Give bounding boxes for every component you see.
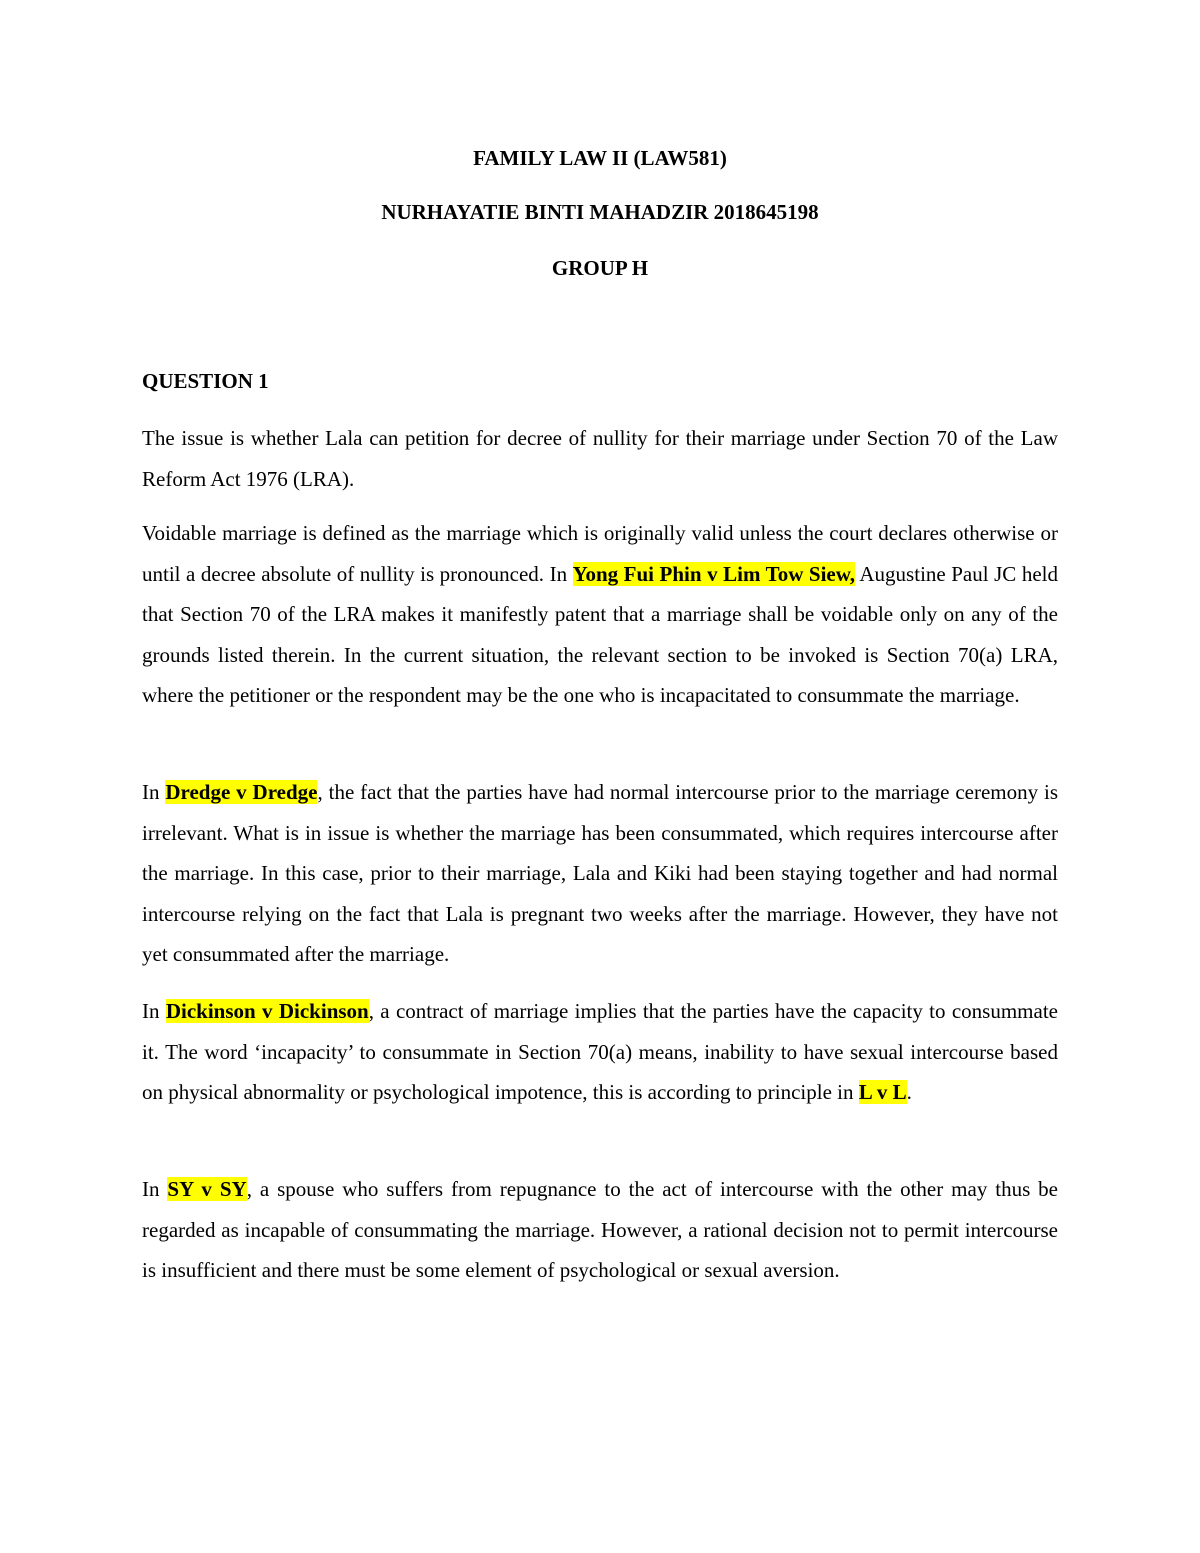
paragraph-text: , the fact that the parties have had normal intercourse prior to the marriage ceremony is irrelevant. What is in issue is whether the marriage has been consummated, which requires intercourse after the marriage. In this case, prior to their marriage, Lala and Kiki had been staying together and had normal intercourse relying on the fact that Lala is pregnant two weeks after the marriage. However, they have not yet consummated after the marriage. xyxy=(142,780,1059,966)
student-name-id: NURHAYATIE BINTI MAHADZIR 2018645198 xyxy=(381,200,819,224)
paragraph-voidable-marriage xyxy=(142,513,1058,716)
case-citation-highlight: SY v SY xyxy=(167,1177,247,1201)
group-label: GROUP H xyxy=(551,256,649,280)
paragraph-text: In xyxy=(142,999,166,1023)
course-title: FAMILY LAW II (LAW581) xyxy=(473,146,727,170)
paragraph-issue-text: The issue is whether Lala can petition for decree of nullity for their marriage under Section 70 of the Law Reform Act 1976 (LRA). xyxy=(142,426,1058,491)
paragraph-text: In xyxy=(142,1177,168,1201)
paragraph-sy xyxy=(142,1169,1058,1291)
paragraph-text: Augustine Paul JC held that Section 70 of the LRA makes it manifestly patent that a marriage shall be voidable only on any of the grounds listed therein. In the current situation, the relevant section to be invoked is Section 70(a) LRA, where the petitioner or the respondent may be the one who is incapacitated to consummate the marriage. xyxy=(142,561,1058,707)
question-heading: QUESTION 1 xyxy=(142,369,269,393)
case-citation-highlight: L v L xyxy=(858,1080,907,1104)
paragraph-dickinson xyxy=(142,991,1058,1113)
paragraph-text: . xyxy=(906,1080,912,1104)
paragraph-issue xyxy=(142,418,1058,499)
case-citation-highlight: Yong Fui Phin v Lim Tow Siew, xyxy=(572,561,856,586)
case-citation-highlight: Dredge v Dredge xyxy=(165,780,318,804)
paragraph-text: In xyxy=(142,780,166,804)
paragraph-text: , a contract of marriage implies that the parties have the capacity to consummate it. The word ‘incapacity’ to consummate in Section 70(a) means, inability to have sexual intercourse based on physical abnormality or psychological impotence, this is according to principle in xyxy=(142,999,1058,1104)
case-citation-highlight: Dickinson v Dickinson xyxy=(165,999,369,1023)
paragraph-dredge xyxy=(142,772,1058,975)
paragraph-text: Voidable marriage is defined as the marriage which is originally valid unless the court declares otherwise or until a decree absolute of nullity is pronounced. In xyxy=(142,521,1058,586)
paragraph-text: , a spouse who suffers from repugnance to the act of intercourse with the other may thus be regarded as incapable of consummating the marriage. However, a rational decision not to permit intercourse is insufficient and there must be some element of psychological or sexual aversion. xyxy=(142,1177,1058,1282)
